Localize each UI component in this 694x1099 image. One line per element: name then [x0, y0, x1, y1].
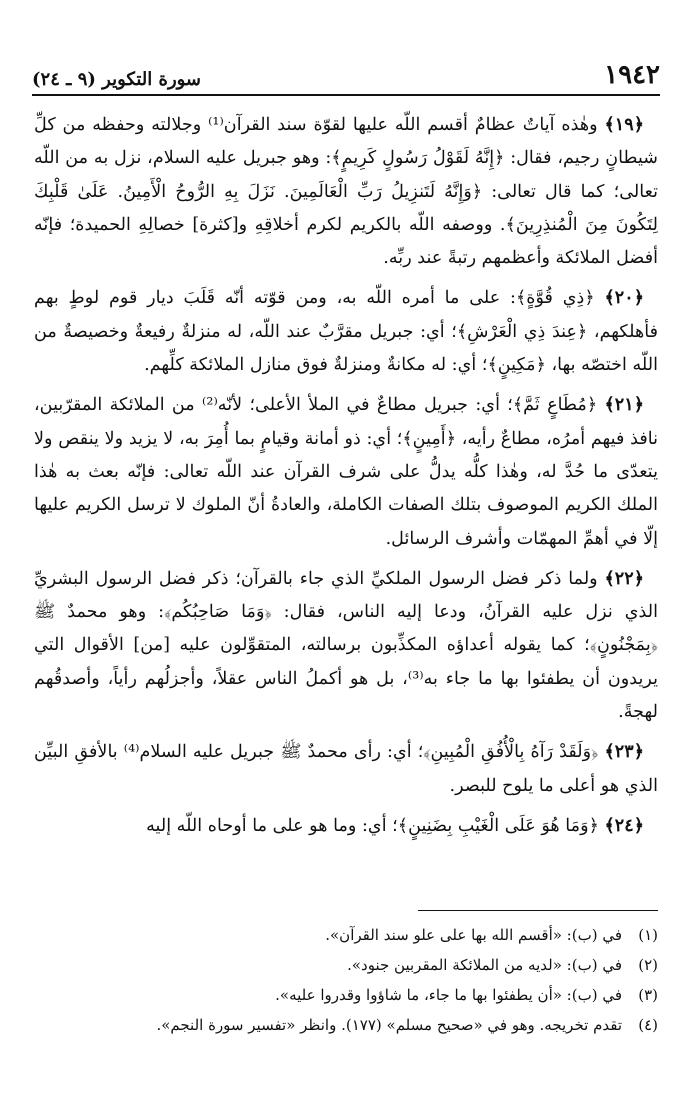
- footnote-number: (٢): [638, 956, 658, 974]
- footnote-divider: [418, 910, 658, 911]
- page-header: [32, 56, 660, 96]
- verse-paragraph-22: [34, 562, 658, 729]
- footnote-2: [34, 950, 658, 980]
- paragraph-text: ﴿وَمَا هُوَ عَلَى الْغَيْبِ بِضَنِينٍ﴾؛ أي: وما هو على ما أوحاه اللّه إليه: [146, 815, 605, 836]
- verse-number: ﴿٢٢﴾: [604, 567, 644, 589]
- footnote-number: (١): [638, 926, 658, 944]
- paragraph-text: ﴿مُطَاعٍ ثَمَّ﴾؛ أي: جبريل مطاعٌ في الملأ الأعلى؛ لأنّه⁽²⁾ من الملائكة المقرّبين، نافذ فيهم أمرُه، مطاعٌ رأيه، ﴿أَمِينٍ﴾؛ أي: ذو أمانة وقيامٍ بما أُمِرَ به، لا يزيد ولا ينقص ولا يتعدّى ما حُدَّ له، وهٰذا كلُّه يدلُّ على شرف القرآن عند اللّه تعالى: فإنّه بعث به هٰذا الملك الكريم الموصوف بتلك الصفات الكاملة، والعادةُ أنّ الملوك لا ترسل الكريم عليها إلّا في أهمِّ المهمّات وأشرف الرسائل.: [34, 395, 658, 549]
- verse-number: ﴿٢٤﴾: [604, 814, 644, 836]
- paragraph-text: ولما ذكر فضل الرسول الملكيِّ الذي جاء بالقرآن؛ ذكر فضل الرسول البشريِّ الذي نزل عليه القرآنُ، ودعا إليه الناس، فقال: ﴿وَمَا صَاحِبُكُم﴾: وهو محمدٌ ﷺ ﴿بِمَجْنُونٍ﴾؛ كما يقوله أعداؤه المكذِّبون برسالته، المتقوِّلون عليه [من] الأقوال التي يريدون أن يطفئوا بها ما جاء به⁽³⁾، بل هو أكملُ الناس عقلاً، وأجزلُهم رأياً، وأصدقُهم لهجةً.: [34, 568, 658, 723]
- paragraph-text: وهٰذه آياتٌ عظامٌ أقسم اللّه عليها لقوّة سند القرآن⁽¹⁾ وجلالته وحفظه من كلِّ شيطانٍ رجيم، فقال: ﴿إِنَّهُ لَقَوْلُ رَسُولٍ كَرِيمٍ﴾: وهو جبريل عليه السلام، نزل به من اللّه تعالى؛ كما قال تعالى: ﴿وَإِنَّهُ لَتَنزِيلُ رَبِّ الْعَالَمِينَ. نَزَلَ بِهِ الرُّوحُ الْأَمِينُ. عَلَىٰ قَلْبِكَ لِتَكُونَ مِنَ الْمُنذِرِينَ﴾. ووصفه اللّه بالكريم لكرم أخلاقِهِ و[كثرة] خصالِهِ الحميدة؛ فإنّه أفضل الملائكة وأعظمهم رتبةً عند ربِّه.: [34, 115, 658, 269]
- page-number: ١٩٤٢: [604, 60, 660, 90]
- footnote-text: تقدم تخريجه. وهو في «صحيح مسلم» (١٧٧). وانظر «تفسير سورة النجم».: [156, 1016, 622, 1034]
- verse-number: ﴿٢١﴾: [604, 394, 644, 416]
- verse-paragraph-24: [34, 809, 658, 843]
- verse-number: ﴿٢٣﴾: [604, 741, 644, 763]
- verse-paragraph-20: [34, 281, 658, 382]
- paragraph-text: ﴿وَلَقَدْ رَآهُ بِالْأُفُقِ الْمُبِينِ﴾؛ أي: رأى محمدٌ ﷺ جبريل عليه السلام⁽⁴⁾ بالأفقِ البيِّن الذي هو أعلى ما يلوح للبصر.: [34, 742, 658, 796]
- footnote-1: [34, 920, 658, 950]
- verse-number: ﴿١٩﴾: [604, 114, 644, 135]
- footnote-4: [34, 1010, 658, 1040]
- surah-title: سورة التكوير (٩ ـ ٢٤): [32, 69, 202, 90]
- verse-paragraph-19: [34, 108, 658, 275]
- paragraph-text: ﴿ذِي قُوَّةٍ﴾: على ما أمره اللّه به، ومن قوّته أنّه قَلَبَ ديار قوم لوطٍ بهم فأهلكهم، ﴿عِندَ ذِي الْعَرْشِ﴾؛ أي: جبريل مقرَّبٌ عند اللّه، له منزلةٌ رفيعةٌ وخصيصةٌ من اللّه اختصّه بها، ﴿مَكِينٍ﴾؛ أي: له مكانةٌ ومنزلةٌ فوق منازل الملائكة كلِّهم.: [34, 288, 658, 376]
- footnotes: [34, 920, 658, 1040]
- footnote-text: في (ب): «لديه من الملائكة المقربين جنود».: [347, 956, 622, 974]
- verse-paragraph-21: [34, 388, 658, 555]
- footnote-text: في (ب): «أن يطفئوا بها ما جاء، ما شاؤوا وقدروا عليه».: [275, 986, 622, 1004]
- footnote-number: (٤): [638, 1016, 658, 1034]
- verse-paragraph-23: [34, 735, 658, 803]
- footnote-text: في (ب): «أقسم الله بها على علو سند القرآن».: [325, 926, 622, 944]
- footnote-number: (٣): [638, 986, 658, 1004]
- tafsir-body: [34, 108, 658, 849]
- footnote-3: [34, 980, 658, 1010]
- verse-number: ﴿٢٠﴾: [604, 287, 644, 309]
